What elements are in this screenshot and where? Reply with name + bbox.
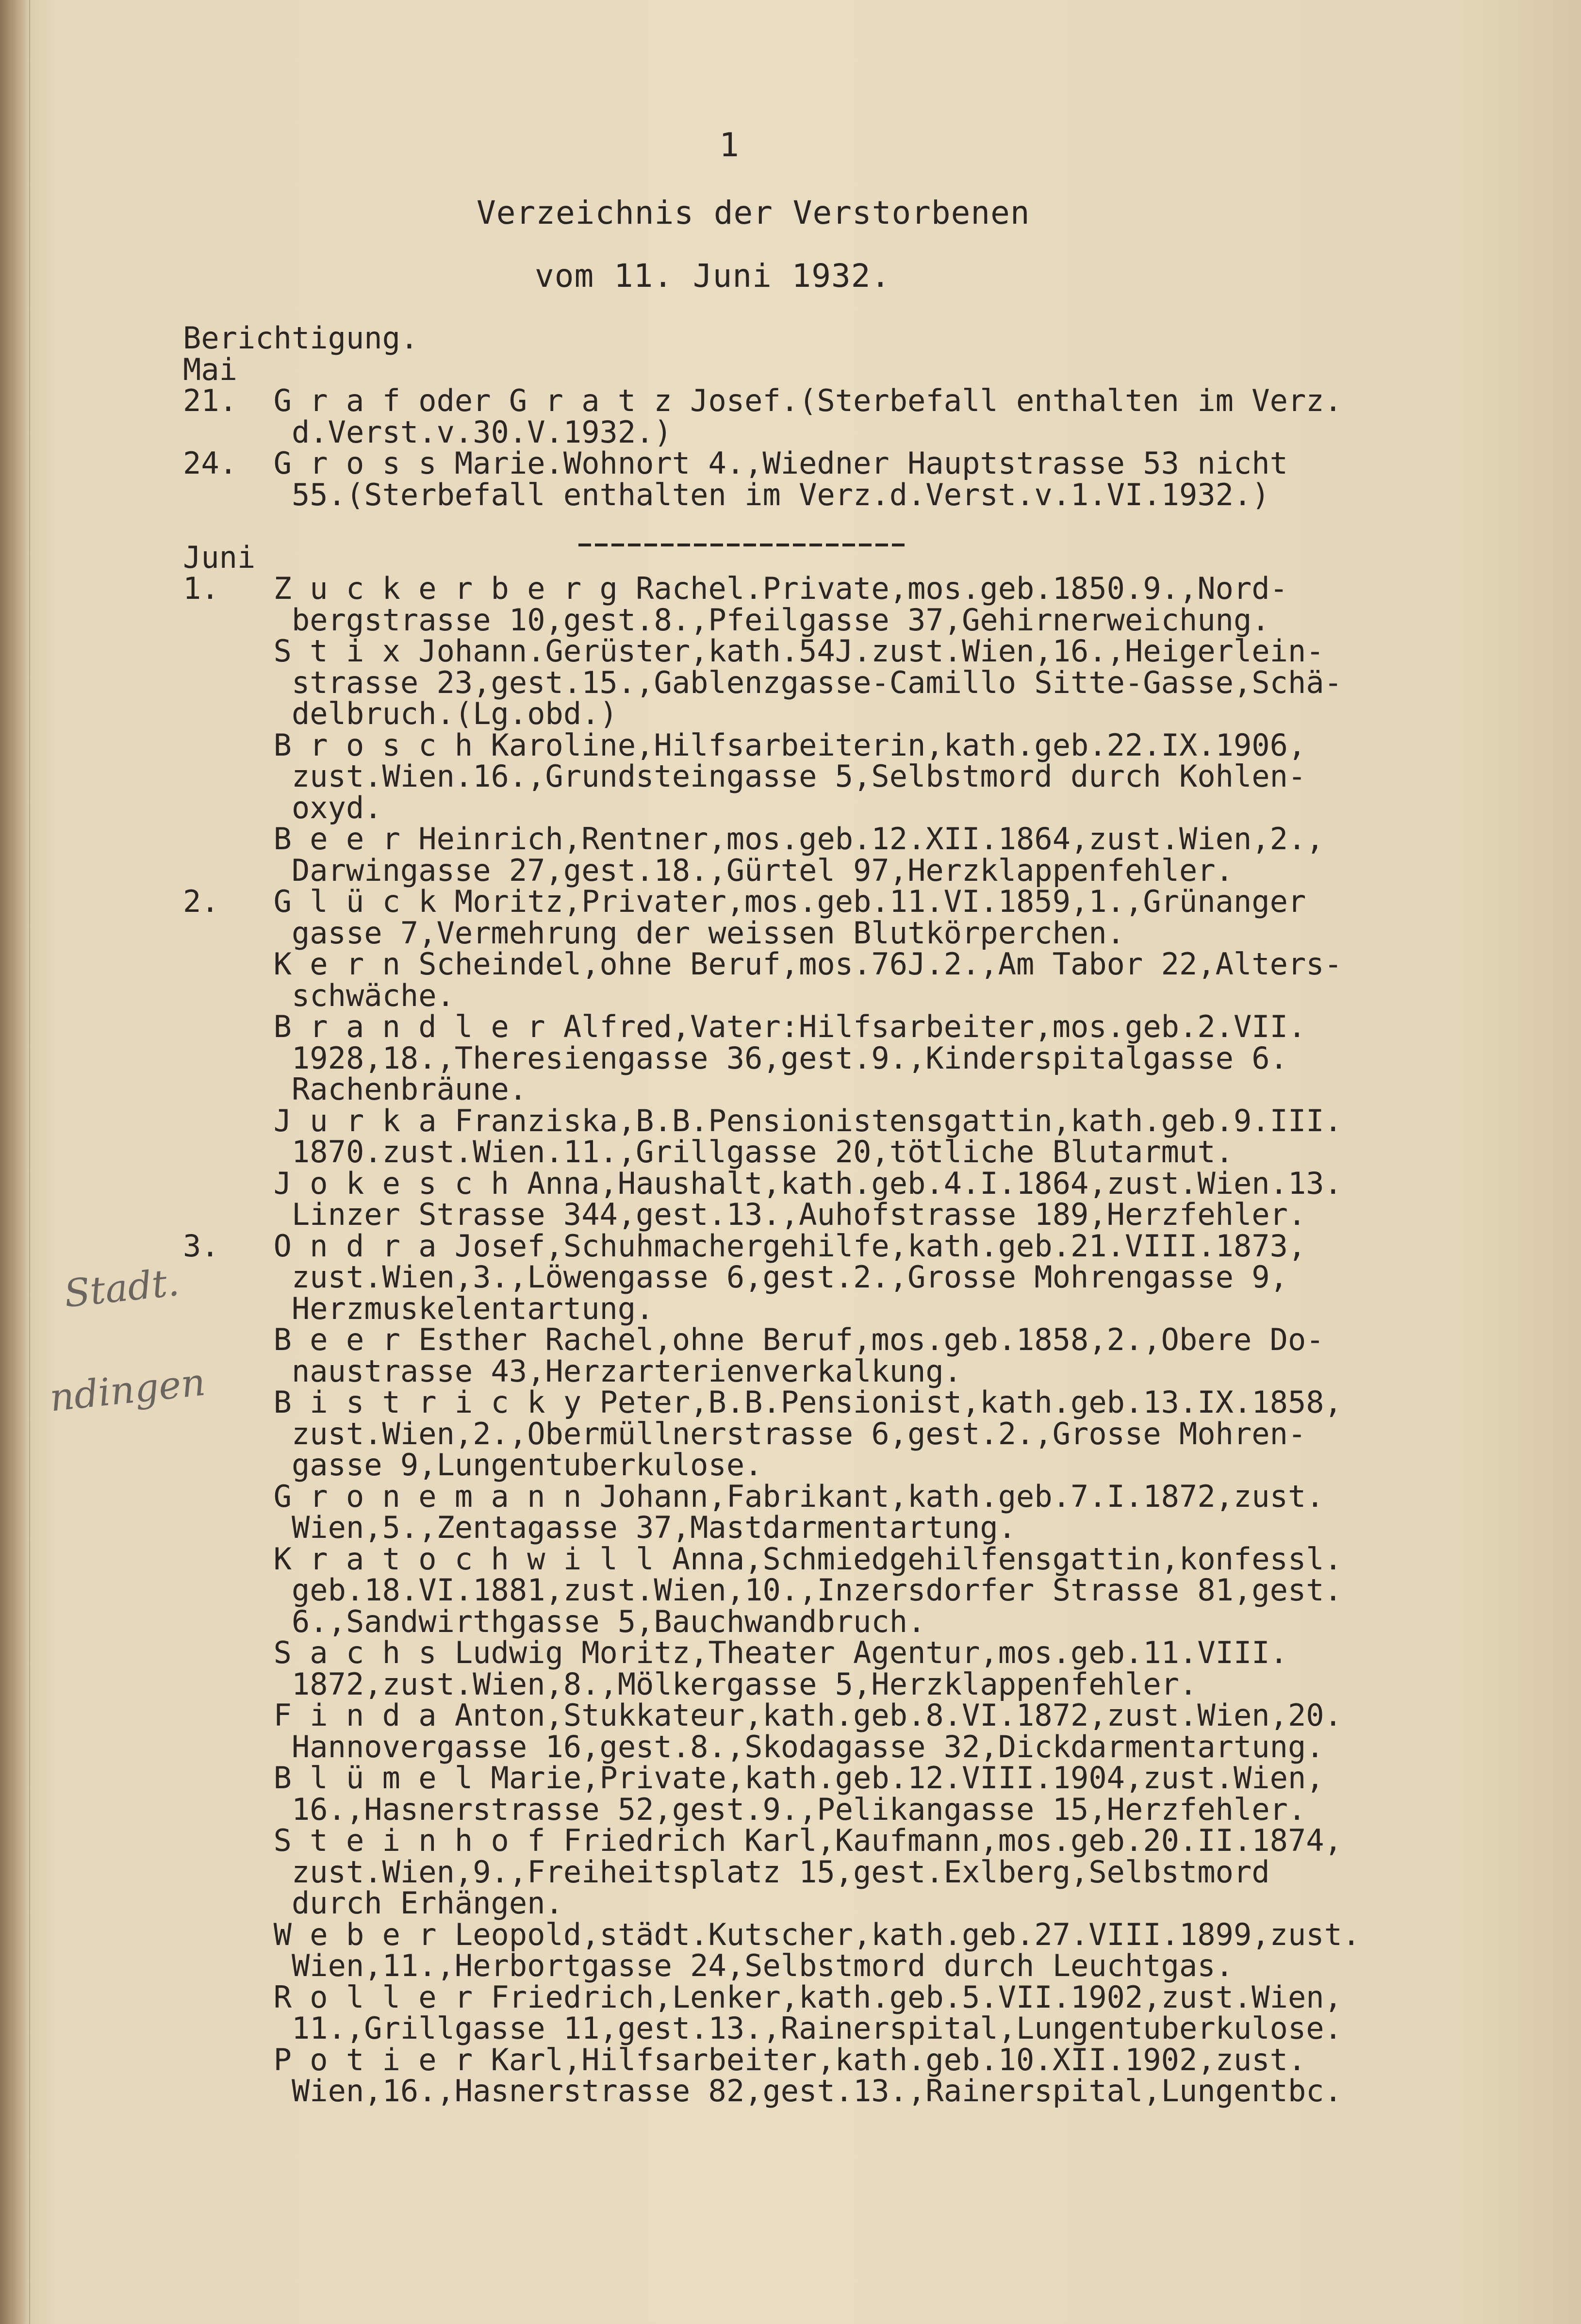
text-line [183,511,1542,542]
document-title: Verzeichnis der Verstorbenen [477,194,1030,231]
text-line: Mai [183,351,237,387]
text-line: G r o n e m a n n Johann,Fabrikant,kath.geb.7.I.1872,zust. [183,1478,1324,1514]
text-line: 16.,Hasnerstrasse 52,gest.9.,Pelikangasse 15,Herzfehler. [183,1791,1306,1827]
text-line: 24. G r o s s Marie.Wohnort 4.,Wiedner Hauptstrasse 53 nicht [183,445,1288,481]
text-line: 1870.zust.Wien.11.,Grillgasse 20,tötliche Blutarmut. [183,1134,1234,1170]
handwritten-note: Stadt. [62,1260,181,1317]
text-line: 1. Z u c k e r b e r g Rachel.Private,mos.geb.1850.9.,Nord- [183,571,1288,606]
text-line: durch Erhängen. [183,1885,563,1921]
text-line: naustrasse 43,Herzarterienverkalkung. [183,1353,962,1389]
handwritten-note: ndingen [48,1360,208,1420]
text-line: gasse 7,Vermehrung der weissen Blutkörperchen. [183,915,1125,951]
text-line: B l ü m e l Marie,Private,kath.geb.12.VIII.1904,zust.Wien, [183,1760,1324,1796]
text-line: 2. G l ü c k Moritz,Privater,mos.geb.11.VI.1859,1.,Grünanger [183,884,1306,919]
text-line: P o t i e r Karl,Hilfsarbeiter,kath.geb.10.XII.1902,zust. [183,2042,1306,2077]
paper-sheet [29,0,1581,2324]
text-line: zust.Wien,2.,Obermüllnerstrasse 6,gest.2.,Grosse Mohren- [183,1416,1306,1451]
text-line: delbruch.(Lg.obd.) [183,696,618,731]
text-line: Wien,5.,Zentagasse 37,Mastdarmentartung. [183,1510,1017,1545]
text-line: zust.Wien,9.,Freiheitsplatz 15,gest.Exlberg,Selbstmord [183,1854,1270,1890]
text-line: gasse 9,Lungentuberkulose. [183,1447,763,1483]
text-line: K r a t o c h w i l l Anna,Schmiedgehilfensgattin,konfessl. [183,1541,1342,1577]
text-line: B e e r Heinrich,Rentner,mos.geb.12.XII.1864,zust.Wien,2., [183,821,1324,857]
text-line: bergstrasse 10,gest.8.,Pfeilgasse 37,Gehirnerweichung. [183,602,1270,638]
text-line: 1872,zust.Wien,8.,Mölkergasse 5,Herzklappenfehler. [183,1666,1198,1702]
text-line: K e r n Scheindel,ohne Beruf,mos.76J.2.,Am Tabor 22,Alters- [183,946,1342,982]
text-line: oxyd. [183,790,382,825]
text-line: Wien,16.,Hasnerstrasse 82,gest.13.,Rainerspital,Lungentbc. [183,2073,1342,2109]
text-line: J u r k a Franziska,B.B.Pensionistensgattin,kath.geb.9.III. [183,1103,1342,1138]
text-line: d.Verst.v.30.V.1932.) [183,414,672,450]
page-number: 1 [719,126,740,165]
text-line: 55.(Sterbefall enthalten im Verz.d.Verst.v.1.VI.1932.) [183,477,1270,512]
text-line: Wien,11.,Herbortgasse 24,Selbstmord durch Leuchtgas. [183,1948,1234,1983]
text-line: S a c h s Ludwig Moritz,Theater Agentur,mos.geb.11.VIII. [183,1635,1288,1670]
text-line: B e e r Esther Rachel,ohne Beruf,mos.geb.1858,2.,Obere Do- [183,1322,1324,1357]
text-line: zust.Wien.16.,Grundsteingasse 5,Selbstmord durch Kohlen- [183,758,1306,794]
text-line: Hannovergasse 16,gest.8.,Skodagasse 32,Dickdarmentartung. [183,1729,1324,1764]
text-line: J o k e s c h Anna,Haushalt,kath.geb.4.I.1864,zust.Wien.13. [183,1165,1342,1201]
text-line: B r a n d l e r Alfred,Vater:Hilfsarbeiter,mos.geb.2.VII. [183,1009,1306,1044]
text-line: Linzer Strasse 344,gest.13.,Auhofstrasse 189,Herzfehler. [183,1197,1306,1232]
text-line: Rachenbräune. [183,1071,527,1107]
text-line: W e b e r Leopold,städt.Kutscher,kath.geb.27.VIII.1899,zust. [183,1916,1361,1952]
book-spine [0,0,29,2324]
text-line: 6.,Sandwirthgasse 5,Bauchwandbruch. [183,1603,926,1639]
text-line: 11.,Grillgasse 11,gest.13.,Rainerspital,Lungentuberkulose. [183,2011,1342,2046]
text-line: Juni [183,539,256,575]
text-line: 21. G r a f oder G r a t z Josef.(Sterbefall enthalten im Verz. [183,383,1342,418]
text-line: geb.18.VI.1881,zust.Wien,10.,Inzersdorfer Strasse 81,gest. [183,1572,1342,1608]
text-line: F i n d a Anton,Stukkateur,kath.geb.8.VI.1872,zust.Wien,20. [183,1698,1342,1733]
text-line: S t e i n h o f Friedrich Karl,Kaufmann,mos.geb.20.II.1874, [183,1823,1342,1858]
text-line: B r o s c h Karoline,Hilfsarbeiterin,kath.geb.22.IX.1906, [183,727,1306,763]
text-line: R o l l e r Friedrich,Lenker,kath.geb.5.VII.1902,zust.Wien, [183,1979,1342,2015]
text-line: Herzmuskelentartung. [183,1290,654,1326]
text-line: strasse 23,gest.15.,Gablenzgasse-Camillo Sitte-Gasse,Schä- [183,664,1342,700]
text-line: zust.Wien,3.,Löwengasse 6,gest.2.,Grosse Mohrengasse 9, [183,1259,1288,1295]
document-subtitle: vom 11. Juni 1932. [535,257,891,295]
text-line: Darwingasse 27,gest.18.,Gürtel 97,Herzklappenfehler. [183,852,1234,888]
text-line: 3. O n d r a Josef,Schuhmachergehilfe,kath.geb.21.VIII.1873, [183,1228,1306,1264]
text-line: Berichtigung. [183,320,419,356]
entries-block [183,320,1542,2109]
text-line: B i s t r i c k y Peter,B.B.Pensionist,kath.geb.13.IX.1858, [183,1385,1342,1420]
text-line: 1928,18.,Theresiengasse 36,gest.9.,Kinderspitalgasse 6. [183,1040,1288,1076]
text-line: S t i x Johann.Gerüster,kath.54J.zust.Wien,16.,Heigerlein- [183,633,1324,669]
text-line: schwäche. [183,977,455,1013]
